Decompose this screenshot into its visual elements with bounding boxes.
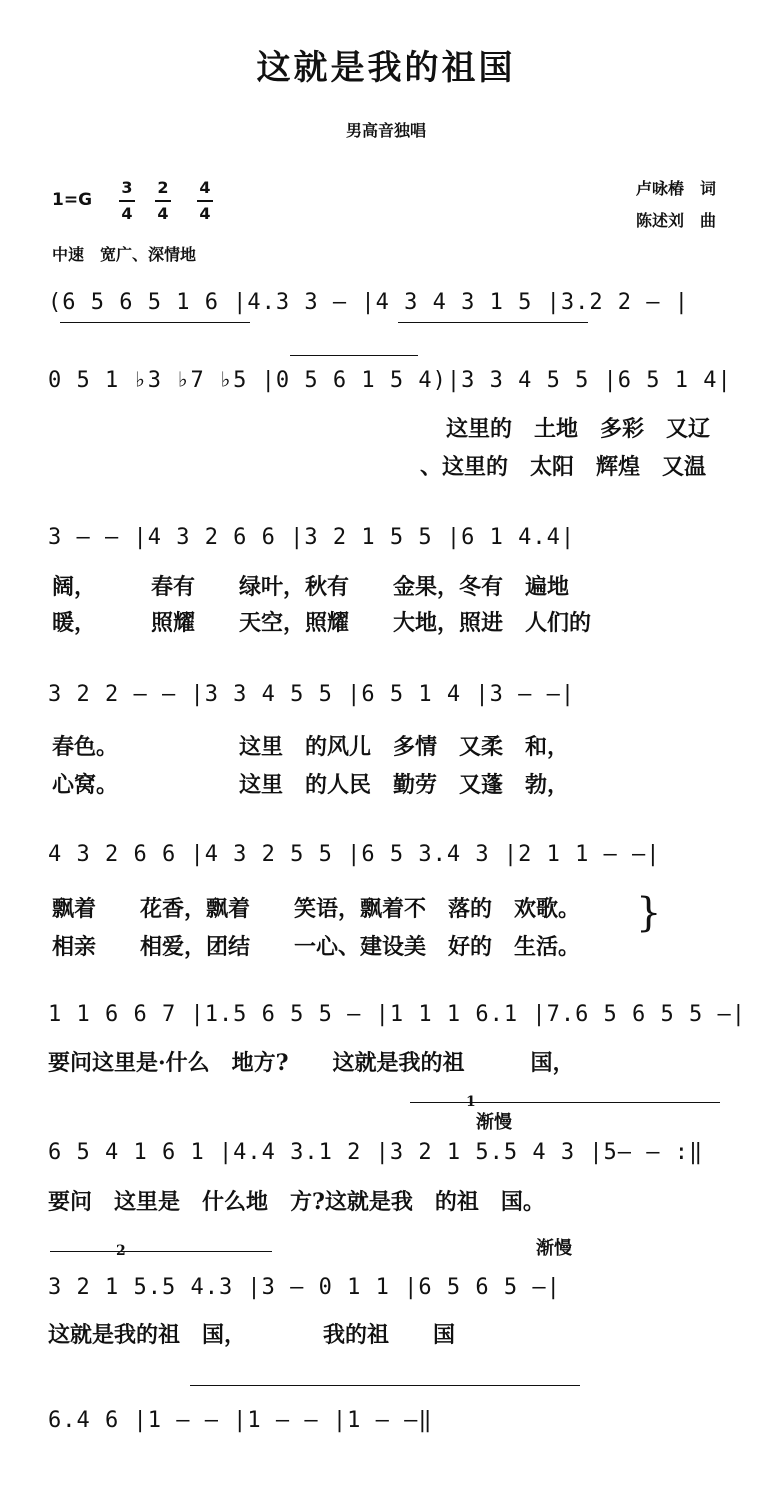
tempo-marking: 中速 宽广、深情地 — [52, 245, 197, 264]
lyric-verse-2: 暖， 照耀 天空，照耀 大地，照进 人们的 — [52, 610, 592, 636]
time-signature-2-4: 2 4 — [152, 176, 174, 226]
slur-line — [290, 355, 418, 356]
volta-1-bracket — [410, 1102, 720, 1103]
staff-line-9: 6.4 6 |1 — — |1 — — |1 — —‖ — [48, 1408, 433, 1433]
staff-line-2: 0 5 1 ♭3 ♭7 ♭5 |0 5 6 1 5 4)|3 3 4 5 5 |6 5 1 4| — [48, 368, 732, 393]
lyricist-credit: 卢咏椿 词 — [636, 179, 717, 198]
staff-line-6: 1 1 6 6 7 |1.5 6 5 5 — |1 1 1 6.1 |7.6 5 6 5 5 —| — [48, 1002, 747, 1027]
ritardando-mark: 渐慢 — [536, 1238, 572, 1259]
staff-line-8: 3 2 1 5.5 4.3 |3 — 0 1 1 |6 5 6 5 —| — [48, 1275, 561, 1300]
lyric-line: 这就是我的祖 国， 我的祖 国 — [48, 1322, 456, 1348]
beam-line — [60, 322, 250, 323]
song-title: 这就是我的祖国 — [256, 48, 516, 88]
lyric-verse-1: 阔， 春有 绿叶，秋有 金果，冬有 遍地 — [52, 574, 570, 600]
volta-2-label: 2 — [116, 1243, 126, 1259]
volta-1-label: 1 — [466, 1094, 476, 1110]
song-subtitle: 男高音独唱 — [345, 121, 426, 140]
tie-line — [190, 1385, 580, 1386]
staff-line-7: 6 5 4 1 6 1 |4.4 3.1 2 |3 2 1 5.5 4 3 |5— — :‖ — [48, 1140, 704, 1165]
staff-line-3: 3 — — |4 3 2 6 6 |3 2 1 5 5 |6 1 4.4| — [48, 525, 576, 550]
lyric-verse-2: 心窝。 这里 的人民 勤劳 又蓬 勃， — [52, 772, 570, 798]
key-signature: 1=G — [52, 190, 93, 210]
lyric-verse-1: 飘着 花香，飘着 笑语，飘着不 落的 欢歌。 — [52, 896, 581, 922]
time-signature-4-4: 4 4 — [194, 176, 216, 226]
lyric-verse-2: 、这里的 太阳 辉煌 又温 — [420, 454, 707, 480]
verse-brace: } — [636, 890, 662, 936]
staff-line-5: 4 3 2 6 6 |4 3 2 5 5 |6 5 3.4 3 |2 1 1 — —| — [48, 842, 661, 867]
lyric-line: 要问这里是·什么 地方? 这就是我的祖 国， — [48, 1050, 575, 1076]
lyric-verse-2: 相亲 相爱，团结 一心、建设美 好的 生活。 — [52, 934, 581, 960]
lyric-verse-1: 春色。 这里 的风儿 多情 又柔 和， — [52, 734, 570, 760]
lyric-line: 要问 这里是 什么地 方?这就是我 的祖 国。 — [48, 1189, 545, 1215]
time-signature-3-4: 3 4 — [116, 176, 138, 226]
lyric-verse-1: 这里的 土地 多彩 又辽 — [446, 416, 711, 442]
composer-credit: 陈述刘 曲 — [636, 211, 717, 230]
staff-line-1: (6 5 6 5 1 6 |4.3 3 — |4 3 4 3 1 5 |3.2 2 — | — [48, 290, 690, 315]
beam-line — [398, 322, 588, 323]
ritardando-mark: 渐慢 — [476, 1112, 512, 1133]
staff-line-4: 3 2 2 — — |3 3 4 5 5 |6 5 1 4 |3 — —| — [48, 682, 576, 707]
volta-2-bracket — [50, 1251, 272, 1252]
